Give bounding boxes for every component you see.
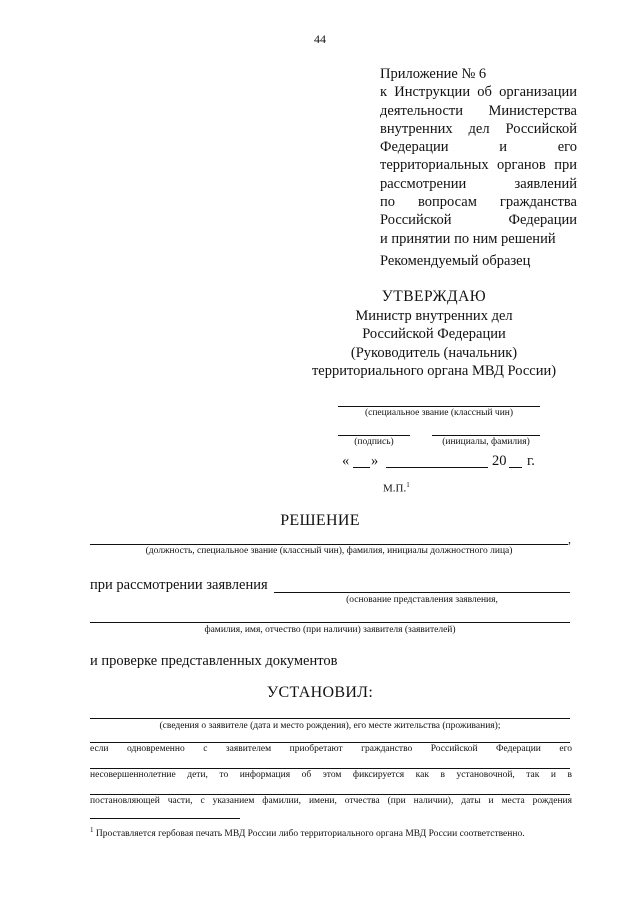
approval-line: Министр внутренних дел [355,307,513,324]
applicant-line [90,622,570,623]
rank-caption: (специальное звание (классный чин) [364,408,514,418]
appendix-line: к Инструкции об организации [380,84,577,101]
appendix-line: территориальных органов при [380,157,577,174]
info-rule [90,794,570,795]
application-line [274,592,570,593]
official-line [90,544,568,545]
seal-mark [383,481,410,495]
date-year-suffix: г. [527,453,535,469]
footnote-separator [90,818,240,819]
documents-label: и проверке представленных документов [90,653,338,669]
signature-caption: (подпись) [354,437,394,447]
info-line: постановляющей части, с указанием фамилии, имени, отчества (при наличии), даты и места рождения [90,796,572,806]
appendix-line: и принятии по ним решений [380,230,556,247]
appendix-line: по вопросам гражданства [380,194,577,211]
seal-footnote-mark: 1 [406,481,410,489]
established-title: УСТАНОВИЛ: [266,684,374,701]
info-line: если одновременно с заявителем приобретают гражданство Российской Федерации его [90,744,572,754]
date-year-prefix: 20 [492,453,507,469]
approval-line: территориального органа МВД России) [311,363,557,379]
appendix-line: Российской Федерации [380,212,577,229]
date-month-line [386,467,488,468]
appendix-line: деятельности Министерства [380,102,577,119]
seal-label: М.П. [383,482,407,495]
applicant-caption: фамилия, имя, отчество (при наличии) заявителя (заявителей) [204,625,456,635]
appendix-line: Федерации и его [380,139,577,156]
date-close-quote: » [371,453,379,469]
application-caption: (основание представления заявления, [346,595,498,605]
appendix-line: Приложение № 6 [380,66,487,82]
page-number: 44 [314,32,326,46]
footnote-text: Проставляется гербовая печать МВД России либо территориального органа МВД России соответственно. [95,829,525,840]
applicant-info-line [90,718,570,719]
date-year-line [509,467,522,468]
approval-title: УТВЕРЖДАЮ [381,288,487,305]
official-comma: , [568,532,571,546]
info-rule [90,742,570,743]
approval-line: (Руководитель (начальник) [350,344,518,361]
approval-line: Российской Федерации [362,326,506,342]
approval-block [300,288,568,381]
appendix-block [380,65,577,248]
name-caption: (инициалы, фамилия) [442,437,530,447]
info-line: несовершеннолетние дети, то информация об этом фиксируется как в установочной, так и в [90,770,572,780]
footnote-mark: 1 [90,826,94,834]
footnote [90,824,572,841]
name-line [432,435,540,436]
official-caption: (должность, специальное звание (классный чин), фамилия, инициалы должностного лица) [145,546,513,556]
date-open-quote: « [342,453,350,469]
signature-line [338,435,410,436]
applicant-info-caption: (сведения о заявителе (дата и место рождения), его месте жительства (проживания); [159,721,501,731]
application-label: при рассмотрении заявления [90,577,268,593]
rank-line [338,406,540,407]
decision-title: РЕШЕНИЕ [280,512,360,529]
appendix-line: рассмотрении заявлений [380,175,577,192]
info-rule [90,768,570,769]
appendix-line: внутренних дел Российской [380,120,577,137]
sample-label: Рекомендуемый образец [380,253,531,269]
date-day-line [353,467,370,468]
